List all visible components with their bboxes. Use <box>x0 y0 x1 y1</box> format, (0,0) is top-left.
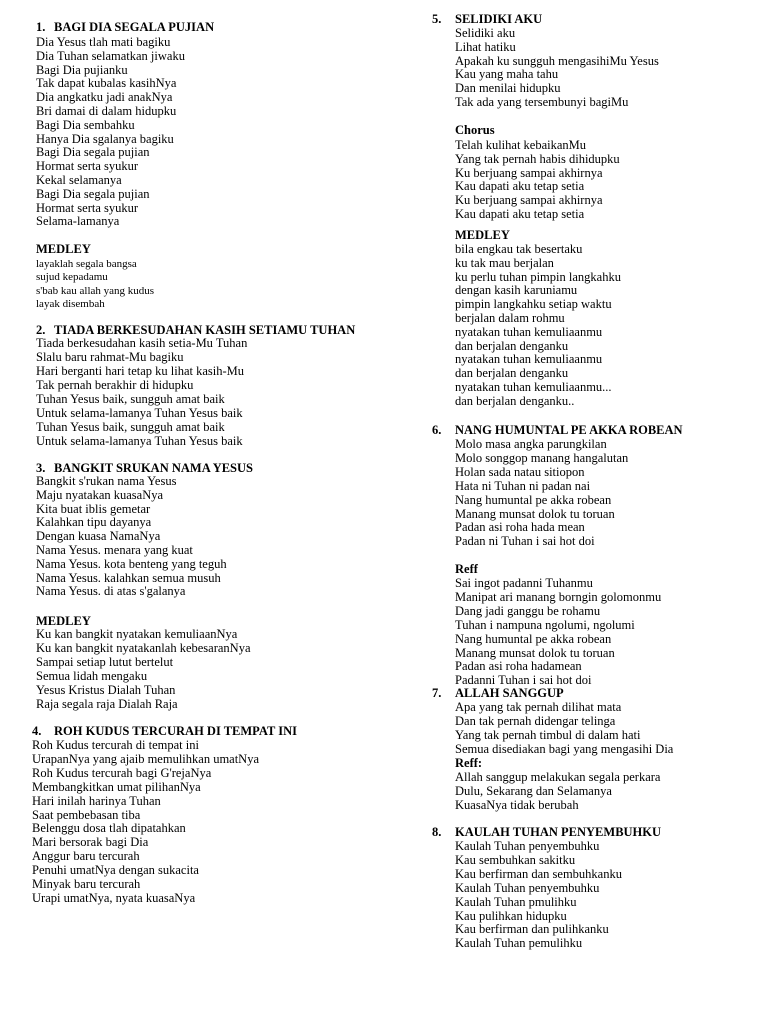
lyric-line: Ku kan bangkit nyatakan kemuliaanNya <box>36 627 238 641</box>
lyric-line: Yang tak pernah timbul di dalam hati <box>455 728 641 742</box>
lyric-line: KuasaNya tidak berubah <box>455 798 579 812</box>
lyric-line: Belenggu dosa tlah dipatahkan <box>32 821 186 835</box>
lyric-line: Molo masa angka parungkilan <box>455 437 607 451</box>
lyric-line: Apa yang tak pernah dilihat mata <box>455 700 622 714</box>
lyric-line: s'bab kau allah yang kudus <box>36 285 155 297</box>
song-title-s2: TIADA BERKESUDAHAN KASIH SETIAMU TUHAN <box>54 323 356 337</box>
song-title-s4: ROH KUDUS TERCURAH DI TEMPAT INI <box>54 724 297 738</box>
song-title-s7: ALLAH SANGGUP <box>455 686 564 700</box>
lyric-line: Kalahkan tipu dayanya <box>36 515 152 529</box>
lyric-line: Molo songgop manang hangalutan <box>455 451 629 465</box>
lyric-line: Hanya Dia sgalanya bagiku <box>36 132 174 146</box>
lyric-line: Kau berfirman dan sembuhkanku <box>455 867 622 881</box>
lyric-line: Kau dapati aku tetap setia <box>455 207 585 221</box>
lyric-line: dan berjalan denganku <box>455 339 569 353</box>
lyric-line: Tuhan i nampuna ngolumi, ngolumi <box>455 618 635 632</box>
lyric-line: Dia Tuhan selamatkan jiwaku <box>36 49 185 63</box>
lyric-line: Nama Yesus. kota benteng yang teguh <box>36 557 227 571</box>
song-title-reff2: Reff: <box>455 756 483 770</box>
lyric-line: layak disembah <box>36 298 105 310</box>
lyric-line: Bagi Dia segala pujian <box>36 145 150 159</box>
lyric-line: UrapanNya yang ajaib memulihkan umatNya <box>32 752 260 766</box>
lyric-line: Tak pernah berakhir di hidupku <box>36 378 194 392</box>
lyric-line: Roh Kudus tercurah bagi G'rejaNya <box>32 766 212 780</box>
lyric-line: Kau yang maha tahu <box>455 67 559 81</box>
lyric-line: Bagi Dia segala pujian <box>36 187 150 201</box>
song-title-s8: KAULAH TUHAN PENYEMBUHKU <box>455 825 662 839</box>
lyric-line: Bri damai di dalam hidupku <box>36 104 177 118</box>
lyric-line: Dan tak pernah didengar telinga <box>455 714 616 728</box>
song-number-s2: 2. <box>36 323 46 337</box>
lyric-line: Lihat hatiku <box>455 40 516 54</box>
lyric-line: Kau dapati aku tetap setia <box>455 179 585 193</box>
lyric-line: nyatakan tuhan kemuliaanmu... <box>455 380 612 394</box>
lyric-line: Yesus Kristus Dialah Tuhan <box>36 683 176 697</box>
lyric-line: Semua lidah mengaku <box>36 669 148 683</box>
lyric-line: dengan kasih karuniamu <box>455 283 578 297</box>
lyric-line: Manipat ari manang borngin golomonmu <box>455 590 662 604</box>
song-title-s6: NANG HUMUNTAL PE AKKA ROBEAN <box>455 423 683 437</box>
lyric-line: Dulu, Sekarang dan Selamanya <box>455 784 612 798</box>
lyric-line: Ku kan bangkit nyatakanlah kebesaranNya <box>36 641 251 655</box>
lyric-line: dan berjalan denganku.. <box>455 394 575 408</box>
lyric-line: Manang munsat dolok tu toruan <box>455 507 615 521</box>
song-number-s5: 5. <box>432 12 442 26</box>
lyric-line: Dia Yesus tlah mati bagiku <box>36 35 171 49</box>
song-title-s1: BAGI DIA SEGALA PUJIAN <box>54 20 215 34</box>
lyric-line: Ku berjuang sampai akhirnya <box>455 166 603 180</box>
lyric-line: Minyak baru tercurah <box>32 877 141 891</box>
lyric-line: Kau pulihkan hidupku <box>455 909 567 923</box>
lyric-line: Nama Yesus. menara yang kuat <box>36 543 193 557</box>
lyric-line: Saat pembebasan tiba <box>32 808 141 822</box>
lyric-line: Tak dapat kubalas kasihNya <box>36 76 177 90</box>
lyric-line: nyatakan tuhan kemuliaanmu <box>455 325 603 339</box>
lyric-line: Dengan kuasa NamaNya <box>36 529 161 543</box>
song-title-reff1: Reff <box>455 562 478 576</box>
lyric-line: Kita buat iblis gemetar <box>36 502 151 516</box>
song-number-s1: 1. <box>36 20 46 34</box>
lyric-line: Kekal selamanya <box>36 173 122 187</box>
lyric-line: Bagi Dia sembahku <box>36 118 135 132</box>
lyric-line: Hormat serta syukur <box>36 159 139 173</box>
lyric-line: Yang tak pernah habis dihidupku <box>455 152 620 166</box>
lyric-line: pimpin langkahku setiap waktu <box>455 297 612 311</box>
lyric-line: Sai ingot padanni Tuhanmu <box>455 576 593 590</box>
song-number-s6: 6. <box>432 423 442 437</box>
lyric-line: Kaulah Tuhan pemulihku <box>455 936 583 950</box>
lyric-line: Kaulah Tuhan penyembuhku <box>455 881 600 895</box>
lyric-line: Raja segala raja Dialah Raja <box>36 697 178 711</box>
lyric-line: Selidiki aku <box>455 26 516 40</box>
lyric-line: Sampai setiap lutut bertelut <box>36 655 174 669</box>
song-number-s3: 3. <box>36 461 46 475</box>
lyric-line: Tuhan Yesus baik, sungguh amat baik <box>36 392 225 406</box>
song-number-s7: 7. <box>432 686 442 700</box>
lyric-line: dan berjalan denganku <box>455 366 569 380</box>
lyric-line: Semua disediakan bagi yang mengasihi Dia <box>455 742 674 756</box>
lyric-line: Untuk selama-lamanya Tuhan Yesus baik <box>36 406 243 420</box>
lyric-line: Bagi Dia pujianku <box>36 63 128 77</box>
lyric-line: Kau sembuhkan sakitku <box>455 853 576 867</box>
song-title-chorus: Chorus <box>455 123 495 137</box>
lyric-line: berjalan dalam rohmu <box>455 311 565 325</box>
lyric-line: Untuk selama-lamanya Tuhan Yesus baik <box>36 434 243 448</box>
lyric-line: Hari inilah harinya Tuhan <box>32 794 161 808</box>
song-number-s4: 4. <box>32 724 42 738</box>
song-title-medley3: MEDLEY <box>455 228 510 242</box>
lyric-line: ku tak mau berjalan <box>455 256 554 270</box>
lyric-line: Kaulah Tuhan pmulihku <box>455 895 577 909</box>
lyric-line: Urapi umatNya, nyata kuasaNya <box>32 891 196 905</box>
lyric-line: Maju nyatakan kuasaNya <box>36 488 164 502</box>
lyric-line: Allah sanggup melakukan segala perkara <box>455 770 661 784</box>
lyric-line: Holan sada natau sitiopon <box>455 465 585 479</box>
lyric-line: Nang humuntal pe akka robean <box>455 632 612 646</box>
lyric-line: Selama-lamanya <box>36 214 120 228</box>
song-title-medley2: MEDLEY <box>36 614 91 628</box>
lyric-line: Nama Yesus. di atas s'galanya <box>36 584 186 598</box>
lyric-line: Membangkitkan umat pilihanNya <box>32 780 201 794</box>
lyric-line: Bangkit s'rukan nama Yesus <box>36 474 177 488</box>
lyric-line: Padan asi roha hada mean <box>455 520 585 534</box>
lyric-line: Padan asi roha hadamean <box>455 659 582 673</box>
lyric-line: Dan menilai hidupku <box>455 81 561 95</box>
lyric-line: Tiada berkesudahan kasih setia-Mu Tuhan <box>36 336 248 350</box>
lyric-line: Kaulah Tuhan penyembuhku <box>455 839 600 853</box>
lyric-line: Mari bersorak bagi Dia <box>32 835 149 849</box>
lyric-line: Tak ada yang tersembunyi bagiMu <box>455 95 629 109</box>
lyric-line: Padan ni Tuhan i sai hot doi <box>455 534 595 548</box>
lyric-line: Padanni Tuhan i sai hot doi <box>455 673 592 687</box>
lyric-line: layaklah segala bangsa <box>36 258 137 270</box>
lyric-line: Nama Yesus. kalahkan semua musuh <box>36 571 221 585</box>
lyric-line: Hormat serta syukur <box>36 201 139 215</box>
lyric-line: Hata ni Tuhan ni padan nai <box>455 479 591 493</box>
lyric-line: Tuhan Yesus baik, sungguh amat baik <box>36 420 225 434</box>
lyric-line: Telah kulihat kebaikanMu <box>455 138 587 152</box>
lyric-line: Dang jadi ganggu be rohamu <box>455 604 601 618</box>
lyric-line: Kau berfirman dan pulihkanku <box>455 922 609 936</box>
song-title-s5: SELIDIKI AKU <box>455 12 543 26</box>
lyric-line: bila engkau tak besertaku <box>455 242 583 256</box>
lyric-line: Ku berjuang sampai akhirnya <box>455 193 603 207</box>
lyric-line: Anggur baru tercurah <box>32 849 140 863</box>
lyric-line: Slalu baru rahmat-Mu bagiku <box>36 350 184 364</box>
lyric-line: ku perlu tuhan pimpin langkahku <box>455 270 621 284</box>
lyric-line: Manang munsat dolok tu toruan <box>455 646 615 660</box>
lyric-line: Roh Kudus tercurah di tempat ini <box>32 738 199 752</box>
lyric-line: Penuhi umatNya dengan sukacita <box>32 863 199 877</box>
song-number-s8: 8. <box>432 825 442 839</box>
lyric-line: Hari berganti hari tetap ku lihat kasih-Mu <box>36 364 245 378</box>
lyric-line: Apakah ku sungguh mengasihiMu Yesus <box>455 54 659 68</box>
song-title-s3: BANGKIT SRUKAN NAMA YESUS <box>54 461 253 475</box>
song-title-medley1: MEDLEY <box>36 242 91 256</box>
lyric-line: Nang humuntal pe akka robean <box>455 493 612 507</box>
lyric-line: nyatakan tuhan kemuliaanmu <box>455 352 603 366</box>
lyric-line: Dia angkatku jadi anakNya <box>36 90 173 104</box>
lyric-line: sujud kepadamu <box>36 271 108 283</box>
